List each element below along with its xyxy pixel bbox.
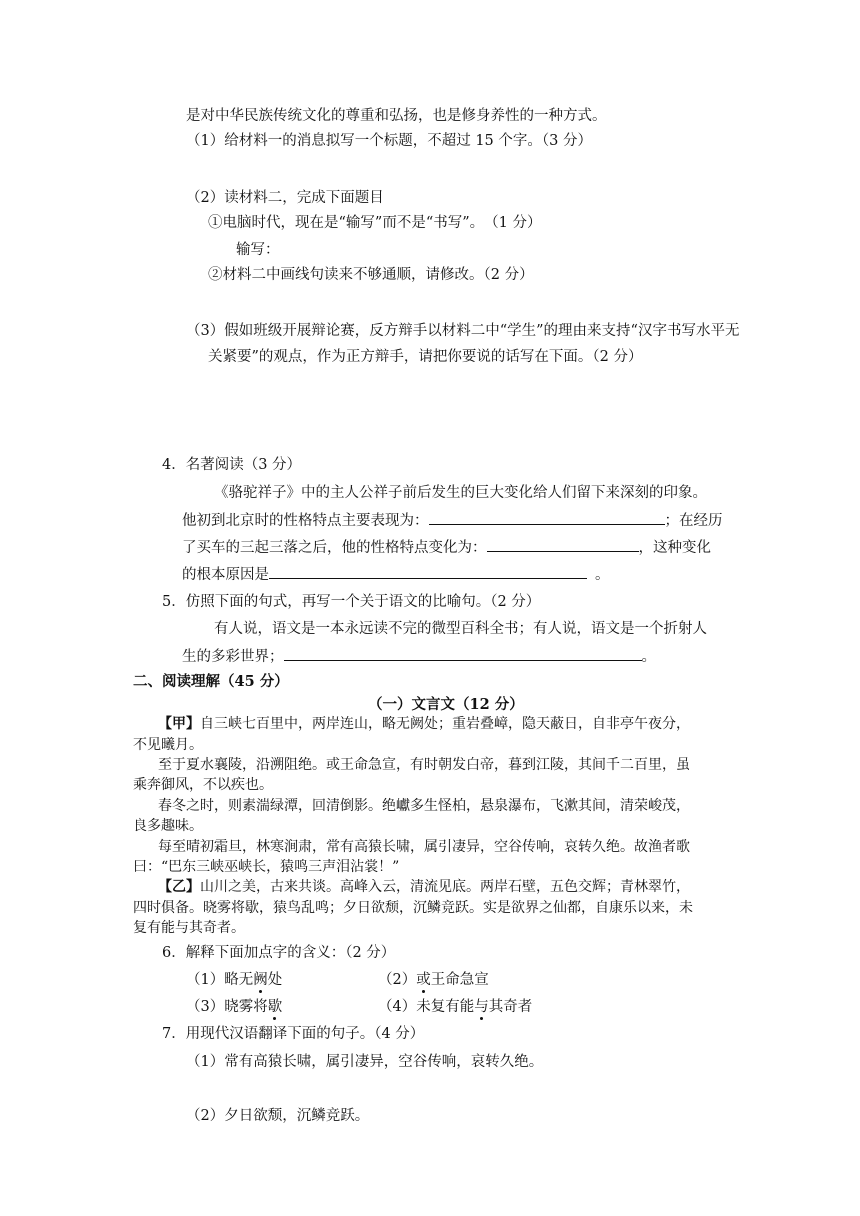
passage-jia-p1-text: 自三峡七百里中，两岸连山，略无阙处；重岩叠嶂，隐天蔽日，自非亭午夜分，	[200, 716, 690, 732]
q7-title: 7．用现代汉语翻译下面的句子。（4 分）	[162, 1026, 425, 1042]
q6-item-1-dotted: 阙	[253, 972, 268, 988]
passage-jia-p3-line1: 春冬之时，则素湍绿潭，回清倒影。绝巘多生怪柏，悬泉瀑布，飞漱其间，清荣峻茂，	[158, 798, 690, 814]
q5-title: 5．仿照下面的句式，再写一个关于语文的比喻句。（2 分）	[162, 594, 541, 610]
q4-blank-1[interactable]	[429, 510, 665, 525]
q5-line2-tail: 。	[641, 649, 656, 665]
passage-yi-line2: 四时俱备。晓雾将歇，猿鸟乱鸣；夕日欲颓，沉鳞竞跃。实是欲界之仙都，自康乐以来，未	[133, 900, 693, 916]
q6-item-2-post: 王命急宣	[430, 972, 489, 988]
q6-item-1	[186, 970, 282, 990]
q3-sub3-line1: （3）假如班级开展辩论赛，反方辩手以材料二中“学生”的理由来支持“汉字书写水平无	[186, 323, 740, 339]
passage-jia-p2-line1: 至于夏水襄陵，沿溯阻绝。或王命急宣，有时朝发白帝，暮到江陵，其间千二百里，虽	[158, 757, 690, 773]
q6-item-2-dotted: 或	[416, 972, 431, 988]
passage-yi-line1	[158, 877, 690, 897]
subsection-classical-title: （一）文言文（12 分）	[368, 696, 524, 713]
q6-item-1-pre: （1）略无	[186, 972, 254, 988]
q6-item-3-dotted: 歇	[267, 999, 283, 1015]
q4-line3-tail: ，这种变化	[638, 540, 711, 556]
q4-blank-2[interactable]	[487, 537, 639, 552]
q3-sub2-b: ②材料二中画线句读来不够通顺，请修改。（2 分）	[208, 267, 534, 283]
q3-sub2-a-answer: 输写：	[236, 242, 280, 258]
passage-jia-label: 【甲】	[158, 716, 200, 732]
q5-line2	[182, 646, 656, 667]
q4-line3	[182, 537, 711, 558]
q6-item-1-post: 处	[267, 972, 283, 988]
q5-line1: 有人说，语文是一本永远读不完的微型百科全书；有人说，语文是一个折射人	[214, 621, 707, 637]
q6-item-3-pre: （3）晓雾将	[186, 999, 268, 1015]
q4-blank-3[interactable]	[269, 564, 587, 579]
q6-title: 6．解释下面加点字的含义：（2 分）	[162, 945, 396, 961]
passage-jia-p4-line2: 曰：“巴东三峡巫峡长，猿鸣三声泪沾裳！”	[133, 859, 400, 875]
intro-tail: 是对中华民族传统文化的尊重和弘扬，也是修身养性的一种方式。	[186, 108, 607, 124]
q4-line2-text: 他初到北京时的性格特点主要表现为：	[182, 513, 429, 529]
q7-sentence-1: （1）常有高猿长啸，属引凄异，空谷传响，哀转久绝。	[186, 1054, 544, 1070]
q6-item-4-dotted: 与	[474, 999, 489, 1015]
q6-item-4	[378, 997, 532, 1017]
q4-line4-tail: 。	[595, 567, 610, 583]
section-reading-title: 二、阅读理解（45 分）	[133, 673, 289, 690]
q6-item-4-pre: （4）未复有能	[378, 999, 475, 1015]
q4-line4	[182, 564, 610, 585]
q4-line2	[182, 510, 723, 531]
q6-item-2-pre: （2）	[378, 972, 417, 988]
q3-sub3-line2: 关紧要”的观点，作为正方辩手，请把你要说的话写在下面。（2 分）	[208, 349, 643, 365]
q6-item-3	[186, 997, 282, 1017]
q7-sentence-2: （2）夕日欲颓，沉鳞竞跃。	[186, 1108, 370, 1124]
passage-yi-text: 山川之美，古来共谈。高峰入云，清流见底。两岸石壁，五色交辉；青林翠竹，	[200, 879, 690, 895]
q4-line2-tail: ；在经历	[664, 513, 723, 529]
q3-sub2: （2）读材料二，完成下面题目	[186, 190, 384, 206]
q5-blank[interactable]	[284, 646, 642, 661]
passage-jia-p4-line1: 每至晴初霜旦，林寒涧肃，常有高猿长啸，属引凄异，空谷传响，哀转久绝。故渔者歌	[158, 839, 690, 855]
passage-yi-line3: 复有能与其奇者。	[133, 920, 245, 936]
q4-line1: 《骆驼祥子》中的主人公祥子前后发生的巨大变化给人们留下来深刻的印象。	[214, 485, 707, 501]
passage-jia-p2-line2: 乘奔御风，不以疾也。	[133, 777, 273, 793]
q6-item-2	[378, 970, 489, 990]
passage-jia-p1-line1	[158, 714, 690, 734]
q4-title: 4．名著阅读（3 分）	[162, 457, 302, 473]
q6-item-4-post: 其奇者	[488, 999, 533, 1015]
q4-line3-text: 了买车的三起三落之后，他的性格特点变化为：	[182, 540, 487, 556]
q3-sub2-a: ①电脑时代，现在是“输写”而不是“书写”。 （1 分）	[208, 215, 542, 231]
q3-sub1: （1）给材料一的消息拟写一个标题，不超过 15 个字。（3 分）	[186, 133, 592, 149]
q5-line2-text: 生的多彩世界；	[182, 649, 284, 665]
passage-jia-p1-line2: 不见曦月。	[133, 737, 203, 753]
q4-line4-text: 的根本原因是	[182, 567, 269, 583]
passage-jia-p3-line2: 良多趣味。	[133, 818, 203, 834]
passage-yi-label: 【乙】	[158, 879, 200, 895]
